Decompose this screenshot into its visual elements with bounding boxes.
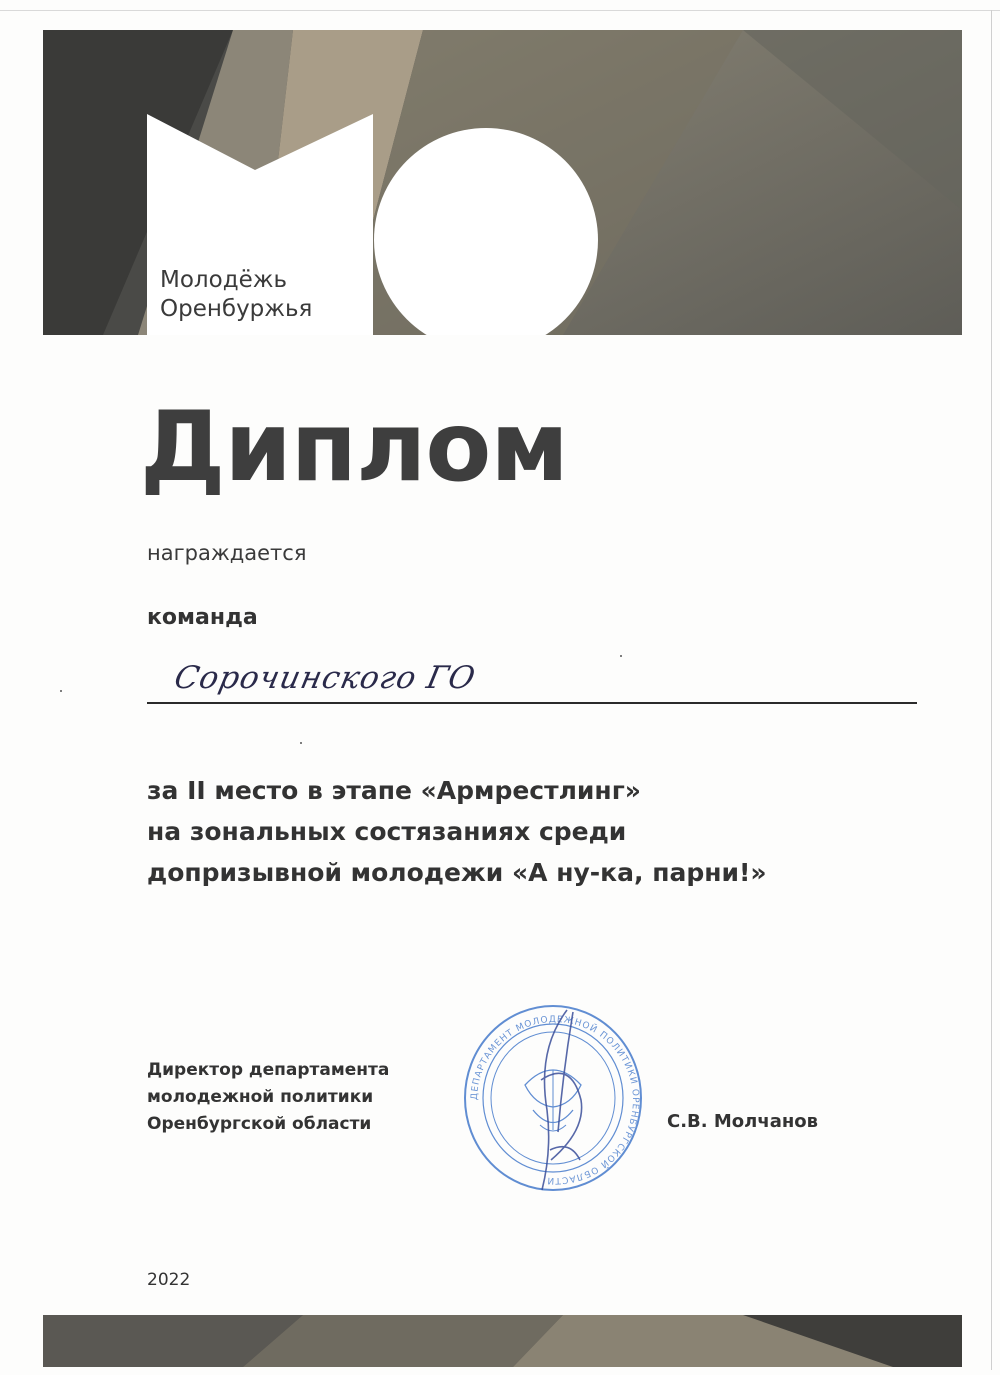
signer-title-line-3: Оренбургской области — [147, 1114, 372, 1134]
awarded-label: награждается — [147, 541, 307, 565]
achievement-line-1: за II место в этапе «Армрестлинг» — [147, 776, 641, 805]
team-label: команда — [147, 605, 258, 630]
scan-speck — [60, 690, 62, 692]
stamp-text: ДЕПАРТАМЕНТ МОЛОДЕЖНОЙ ПОЛИТИКИ ОРЕНБУРГСКОЙ ОБЛАСТИ — [469, 1014, 641, 1186]
handwritten-team-name: Сорочинского ГО — [171, 660, 480, 696]
scan-speck — [620, 655, 622, 657]
name-underline — [147, 702, 917, 704]
brand-line-1: Молодёжь — [160, 267, 288, 293]
official-stamp — [455, 1000, 655, 1200]
brand-line-2: Оренбуржья — [160, 296, 313, 322]
signer-name: С.В. Молчанов — [667, 1111, 819, 1132]
signer-title-line-2: молодежной политики — [147, 1087, 374, 1107]
achievement-line-2: на зональных состязаниях среди — [147, 817, 627, 846]
scan-speck — [300, 742, 302, 744]
scan-edge-top — [0, 10, 1000, 11]
diploma-title: Диплом — [140, 391, 568, 503]
brand-name — [160, 266, 312, 324]
bottom-banner-graphic — [43, 1315, 962, 1367]
signer-title — [147, 1057, 389, 1138]
signer-title-line-1: Директор департамента — [147, 1060, 390, 1080]
stamp-graphic — [455, 1000, 655, 1200]
achievement-line-3: допризывной молодежи «А ну-ка, парни!» — [147, 858, 767, 887]
achievement-text — [147, 770, 907, 893]
scan-edge-right — [991, 10, 992, 1370]
bottom-banner — [43, 1315, 962, 1367]
year: 2022 — [147, 1270, 191, 1290]
